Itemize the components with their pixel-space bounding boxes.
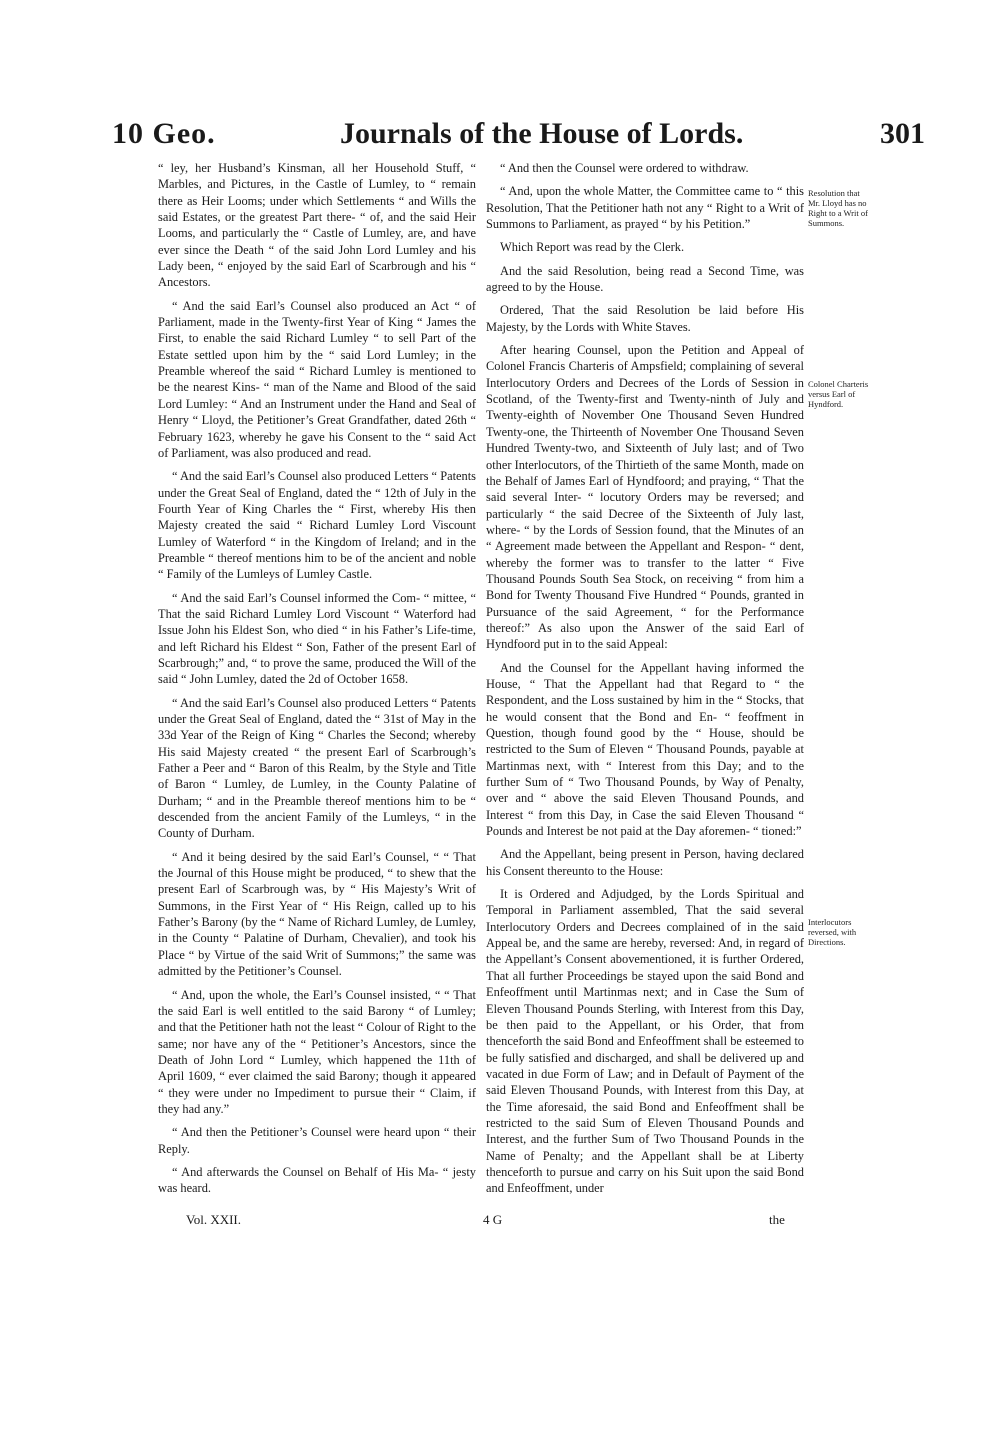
- paragraph: “ And then the Petitioner’s Counsel were heard upon “ their Reply.: [158, 1125, 476, 1156]
- page-title: Journals of the House of Lords.: [340, 117, 744, 150]
- paragraph: “ And afterwards the Counsel on Behalf of His Ma- “ jesty was heard.: [158, 1164, 476, 1196]
- paragraph: “ And then the Counsel were ordered to withdraw.: [500, 161, 749, 175]
- paragraph: “ And, upon the whole, the Earl’s Counsel insisted, “ “ That the said Earl is well entitled to the said Barony “ of Lumley; and that the Petitioner hath not the least “ Colour of Right to the same; nor have any of the “ Petitioner’s Ancestors, since the Death of John Lord “ Lumley, which happened the 11th of April 1609, “ ever claimed the said Barony; though it appeared “ they were under no Impediment to pursue their “ Claim, if they had any.”: [158, 987, 476, 1116]
- left-column: [158, 160, 476, 1204]
- paragraph: “ And, upon the whole Matter, the Committee came to “ this Resolution, That the Petitioner hath not any “ Right to a Writ of Summons to Parliament, as prayed “ by his Petition.”: [486, 184, 804, 232]
- paragraph: “ And the said Earl’s Counsel also produced Letters “ Patents under the Great Seal of England, dated the “ 31st of May in the 33d Year of the Reign of King “ Charles the Second; whereby His said Majesty created “ the present Earl of Scarbrough’s Father a Peer and “ Baron of this Realm, by the Style and Title of Baron “ Lumley, de Lumley, in the County Palatine of Durham; “ and in the Preamble thereof mentions him to be “ descended from the ancient Family of the Lumleys, “ in the County of Durham.: [158, 695, 476, 841]
- paragraph: It is Ordered and Adjudged, by the Lords Spiritual and Temporal in Parliament assembled, That the said several Interlocutory Orders and Decrees complained of in the said Appeal be, and the same are hereby, reversed: And, in regard of the Appellant’s Consent abovementioned, it is further Ordered, That all further Proceedings be stayed upon the said Bond and Enfeoffment until Martinmas next; and in Case the Sum of Eleven Thousand Pounds Sterling, with Interest from this Day, be then paid to the Appellant, or his Order, that from thenceforth the said Bond and Enfeoffment shall be esteemed to be fully satisfied and discharged, and shall be delivered up and vacated in due Form of Law; and in Default of Payment of the said Eleven Thousand Pounds, with Interest from this Day, at the Time aforesaid, the said Bond and Enfeoffment shall be restricted to the said Sum of Eleven Thousand Pounds and Interest, and the further Sum of Two Thousand Pounds in the Name of Penalty; and the Appellant shall be at Liberty thenceforth to pursue and carry on his Suit upon the said Bond and Enfeoffment, under: [486, 887, 804, 1196]
- header-left: 10 Geo.: [112, 117, 216, 150]
- catchword: the: [769, 1212, 785, 1227]
- paragraph: Ordered, That the said Resolution be laid before His Majesty, by the Lords with White Staves.: [486, 303, 804, 334]
- paragraph: And the said Resolution, being read a Second Time, was agreed to by the House.: [486, 263, 804, 295]
- paragraph: “ And the said Earl’s Counsel also produced Letters “ Patents under the Great Seal of England, dated the “ 12th of July in the Fourth Year of King Charles the “ First, whereby His then Majesty created the said “ Richard Lumley Lord Viscount Lumley of Waterford “ in the Kingdom of Ireland; and in the Preamble “ thereof mentions him to be of the ancient and noble “ Family of the Lumleys of Lumley Castle.: [158, 469, 476, 582]
- paragraph: “ And the said Earl’s Counsel informed the Com- “ mittee, “ That the said Richard Lumley Lord Viscount “ Waterford had Issue John his Eldest Son, who died “ in his Father’s Life-time, and left Richard his Eldest “ Son, Father of the present Earl of Scarbrough;” and, “ to prove the same, produced the Will of the said “ John Lumley, dated the 2d of October 1658.: [158, 590, 476, 687]
- margin-note: Interlocutors reversed, with Directions.: [808, 917, 857, 947]
- paragraph: Which Report was read by the Clerk.: [500, 240, 685, 255]
- signature-mark: 4 G: [483, 1212, 503, 1227]
- paragraph: “ And it being desired by the said Earl’s Counsel, “ “ That the Journal of this House might be produced, “ to shew that the present Earl of Scarbrough was, by “ His Majesty’s Writ of Summons, in the First Year of “ His Reign, called up to his Father’s Barony (by the “ Name of Richard Lumley, de Lumley, in the County “ Palatine of Durham, Chevalier), and took his Place “ by Virtue of the said Writ of Summons;” the same was admitted by the Petitioner’s Counsel.: [158, 849, 476, 979]
- paragraph: “ ley, her Husband’s Kinsman, all her Household Stuff, “ Marbles, and Pictures, in the Castle of Lumley, to “ remain there as Heir Looms; under which Settlements “ and Wills the said Estates, or the greatest Part there- “ of, and the said Heir Looms, and particularly the “ Castle of Lumley, are, and have ever since the Death “ of the said John Lord Lumley and his Lady been, “ enjoyed by the said Earl of Scarbrough and his “ Ancestors.: [158, 161, 476, 290]
- margin-note: Colonel Charteris versus Earl of Hyndford.: [808, 379, 869, 409]
- page-number: 301: [880, 117, 925, 150]
- margin-note: Resolution that Mr. Lloyd has no Right to a Writ of Summons.: [808, 188, 868, 228]
- volume-label: Vol. XXII.: [186, 1212, 242, 1227]
- paragraph: And the Appellant, being present in Person, having declared his Consent thereunto to the House:: [486, 847, 804, 878]
- paragraph: And the Counsel for the Appellant having informed the House, “ That the Appellant had that Regard to “ the Respondent, and the Loss sustained by him in the “ Stocks, that he would consent that the Bond and En- “ feoffment in Question, though found good by the “ House, should be restricted to the Sum of Eleven “ Thousand Pounds, payable at Martinmas next, with “ Interest from this Day; and to the further Sum of “ Two Thousand Pounds, by Way of Penalty, over and “ above the said Eleven Thousand Pounds, and Interest “ from this Day, in Case the said Eleven Thousand “ Pounds and Interest be not paid at the Day aforemen- “ tioned:”: [486, 660, 804, 839]
- right-column: [486, 160, 804, 1204]
- paragraph: After hearing Counsel, upon the Petition and Appeal of Colonel Francis Charteris of Ampsfield; complaining of several Interlocutory Orders and Decrees of the Lords of Session in Scotland, of the Twenty-first and Twenty-ninth of July and Twenty-eighth of November One Thousand Seven Hundred Twenty-one, the Thirteenth of November One Thousand Seven Hundred Twenty-two, and Sixteenth of July last; and of Two other Interlocutors, of the Thirtieth of the same Month, made on the Behalf of James Earl of Hyndfoord; and praying, “ That the said several Inter- “ locutory Orders may be reversed; and particularly “ the said Decree of the Sixteenth of July last, where- “ by the Lords of Session found, that the Minutes of an “ Agreement made between the Appellant and Respon- “ dent, whereby the former was to transfer to the latter “ Five Thousand Pounds South Sea Stock, on receiving “ from him a Bond for Twenty Thousand Five Hundred “ Pounds, granted in Pursuance of the said Agreement, “ for the Performance thereof:” As also upon the Answer of the said Earl of Hyndfoord put in to the said Appeal:: [486, 343, 804, 652]
- paragraph: “ And the said Earl’s Counsel also produced an Act “ of Parliament, made in the Twenty-first Year of King “ James the First, to enable the said Richard Lumley “ to sell Part of the Estate settled upon him by the “ said Lord Lumley; in the Preamble whereof the said “ Richard Lumley is mentioned to be the nearest Kins- “ man of the Name and Blood of the said Lord Lumley: “ And an Instrument under the Hand and Seal of Henry “ Lloyd, the Petitioner’s Great Grandfather, dated 26th “ February 1623, whereby he gave his Consent to the “ said Act of Parliament, was also produced and read.: [158, 298, 476, 460]
